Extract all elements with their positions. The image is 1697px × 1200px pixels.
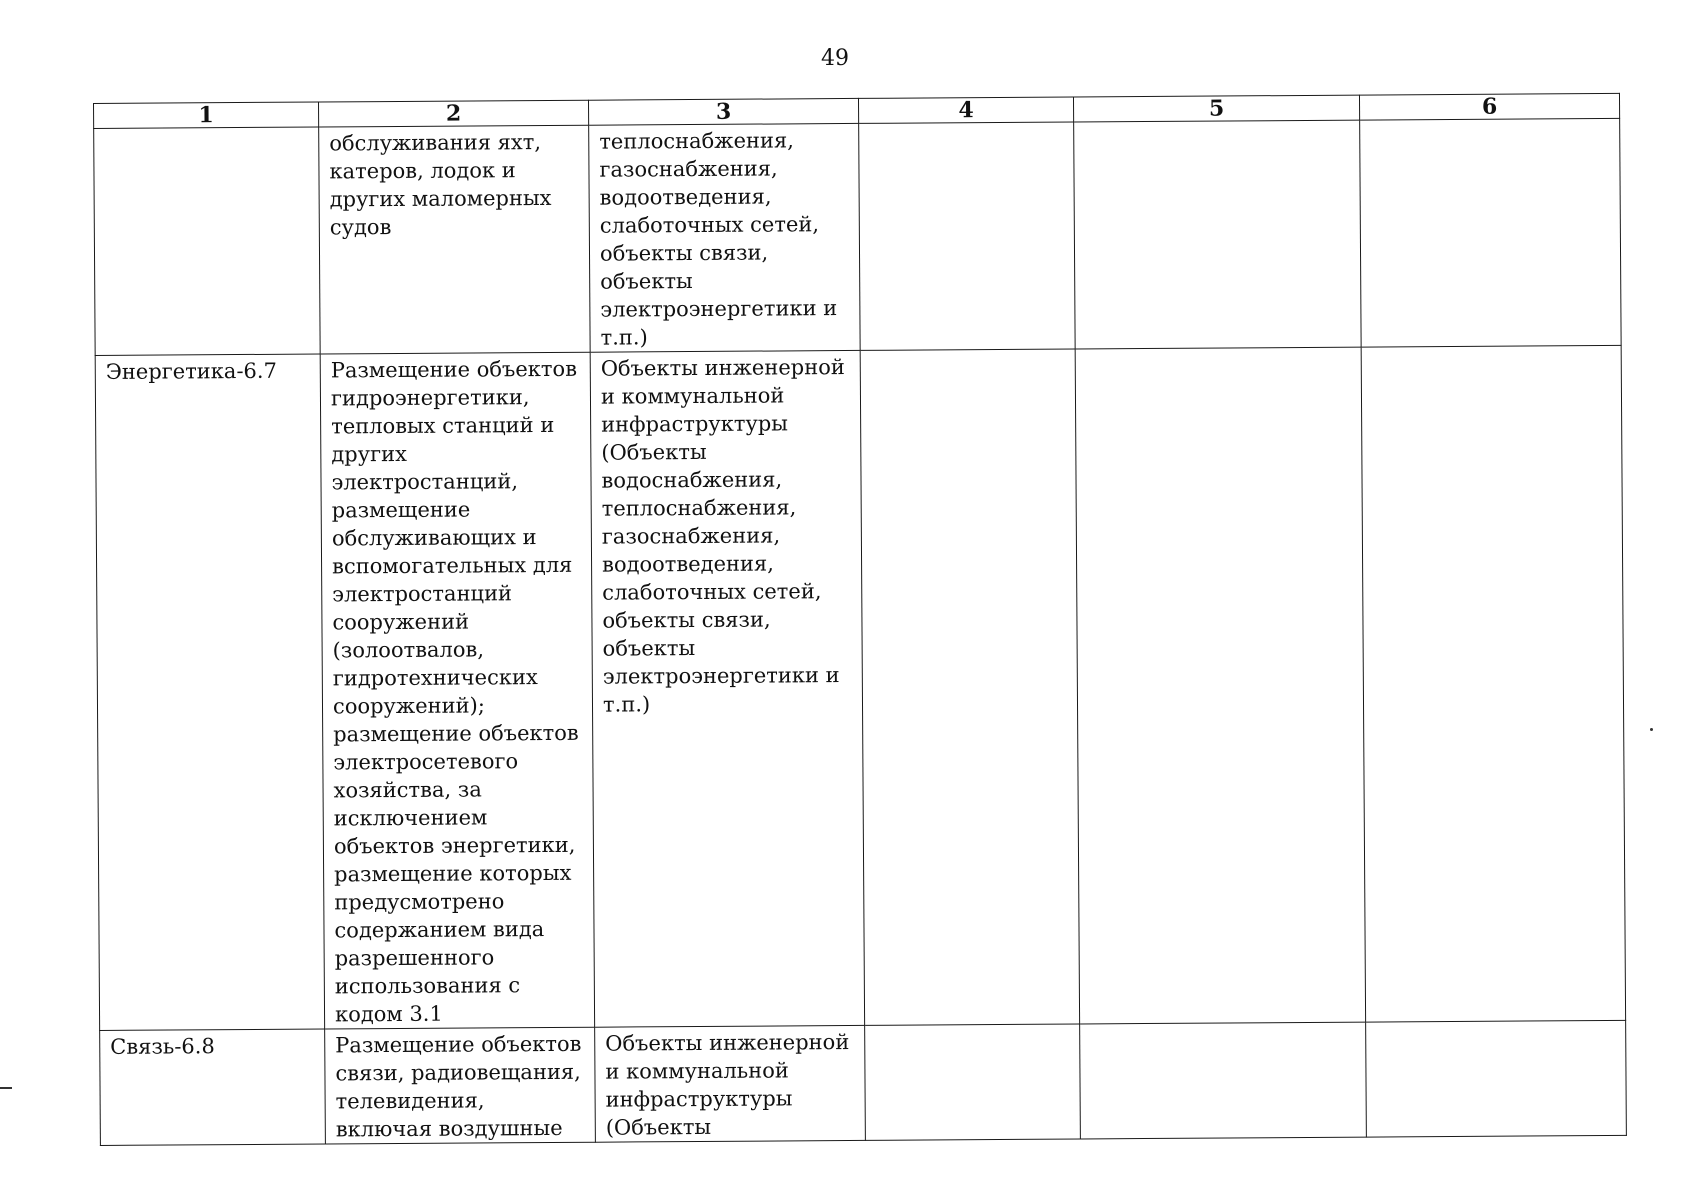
page-number: 49 [821, 46, 849, 71]
cell-use-type [94, 127, 321, 355]
cell-objects: Объекты инженерной и коммунальной инфраструктуры (Объекты водоснабжения, теплоснабжения, газоснабжения, водоотведения, слаботочных сетей, объекты связи, объекты электроэнергетики и т.п.) [590, 350, 864, 1027]
cell-col-5 [1080, 1022, 1367, 1139]
cell-description: Размещение объектов гидроэнергетики, тепловых станций и других электростанций, размещение обслуживающих и вспомогательных для электростанций сооружений (золоотвалов, гидротехнических сооружений); размещение объектов электросетевого хозяйства, за исключением объектов энергетики, размещение которых предусмотрено содержанием вида разрешенного использования с кодом 3.1 [320, 352, 594, 1029]
header-col-4: 4 [858, 97, 1073, 123]
table-row [94, 118, 1621, 355]
cell-col-5 [1074, 120, 1361, 349]
table-row [100, 1020, 1627, 1145]
header-col-3: 3 [588, 98, 858, 125]
table-row [95, 345, 1625, 1030]
scan-margin-mark [0, 1087, 12, 1089]
scan-dot-mark [1650, 728, 1653, 731]
land-use-table-container [93, 93, 1627, 1146]
land-use-table [93, 93, 1627, 1146]
cell-col-4 [865, 1024, 1081, 1140]
cell-use-type: Энергетика-6.7 [95, 354, 324, 1030]
cell-col-6 [1361, 345, 1625, 1022]
cell-col-5 [1075, 347, 1365, 1024]
header-col-5: 5 [1073, 95, 1359, 122]
cell-objects: теплоснабжения, газоснабжения, водоотведения, слаботочных сетей, объекты связи, объекты электроэнергетики и т.п.) [589, 123, 860, 352]
cell-col-4 [859, 122, 1076, 350]
cell-objects: Объекты инженерной и коммунальной инфраструктуры (Объекты [595, 1025, 866, 1142]
header-col-2: 2 [318, 100, 588, 127]
header-col-1: 1 [94, 102, 319, 128]
cell-col-4 [860, 349, 1079, 1025]
table-body [94, 118, 1627, 1145]
cell-description: Размещение объектов связи, радиовещания, телевидения, включая воздушные [325, 1027, 596, 1144]
cell-col-6 [1366, 1020, 1627, 1137]
cell-description: обслуживания яхт, катеров, лодок и других маломерных судов [319, 125, 590, 354]
cell-use-type: Связь-6.8 [100, 1029, 326, 1145]
header-col-6: 6 [1359, 93, 1619, 120]
cell-col-6 [1360, 118, 1621, 347]
